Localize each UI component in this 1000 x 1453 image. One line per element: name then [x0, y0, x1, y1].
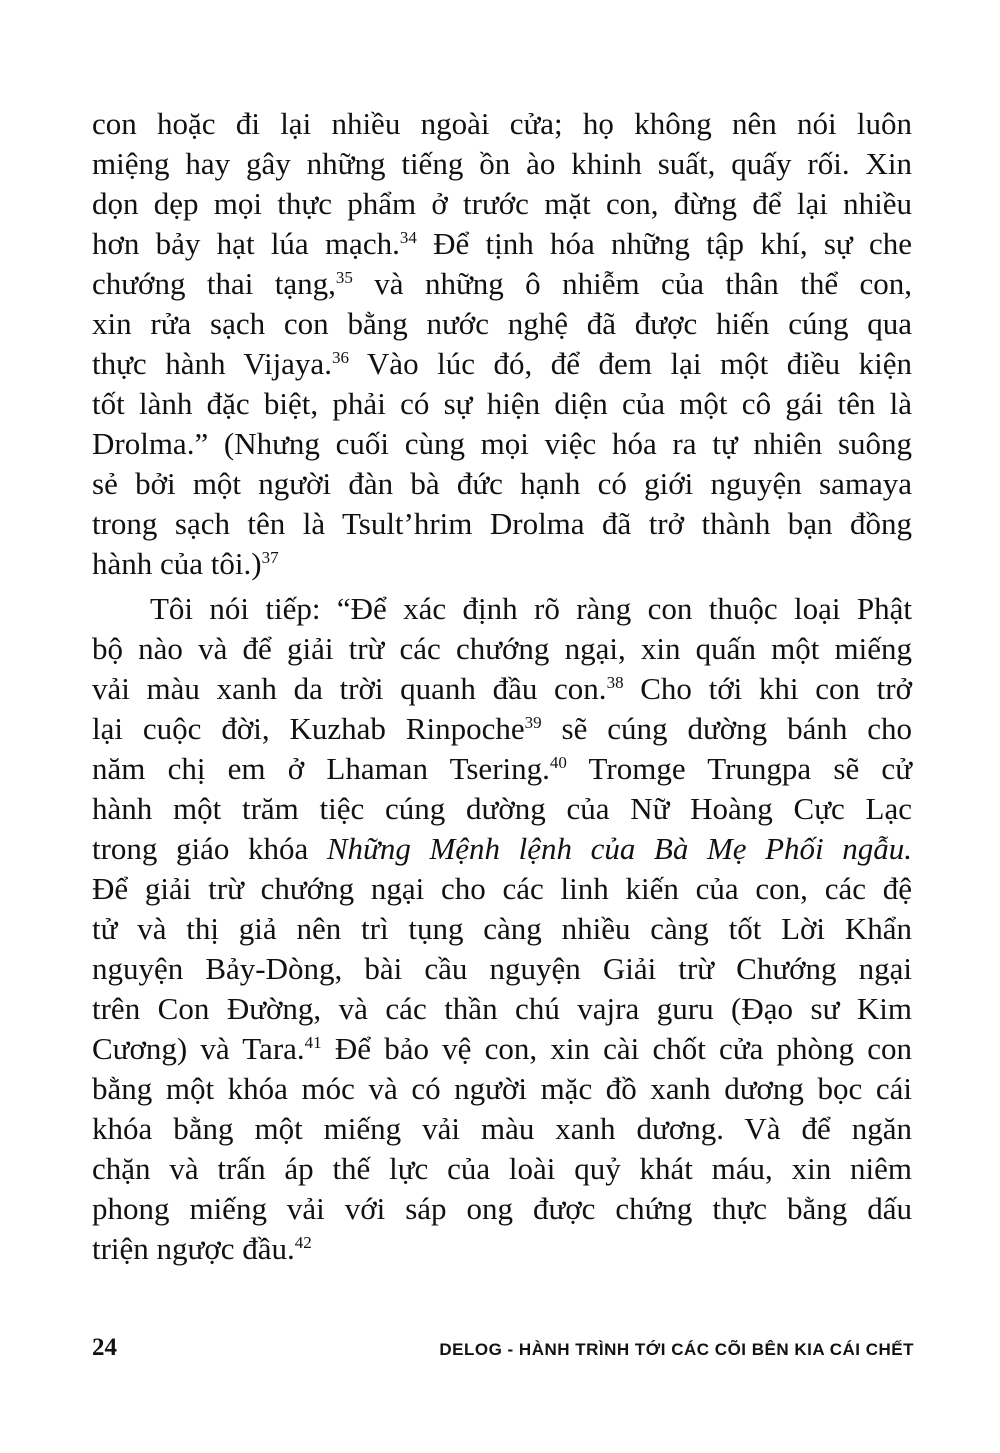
text-segment: Để bảo vệ con, xin cài chốt cửa phòng con — [321, 1031, 912, 1066]
text-segment: Cho tới khi con trở — [623, 671, 913, 706]
text-line: bộ nào và để giải trừ các chướng ngại, xin quấn một miếng — [92, 631, 912, 666]
text-line — [92, 1029, 912, 1069]
footnote-ref-35: 35 — [335, 268, 353, 287]
text-segment: chướng thai tạng, — [92, 266, 336, 301]
text-line: chặn và trấn áp thế lực của loài quỷ khát máu, xin niêm — [92, 1151, 912, 1186]
footnote-ref-37: 37 — [261, 548, 279, 567]
text-line — [92, 669, 912, 709]
text-line — [92, 1229, 912, 1269]
paragraph-2 — [92, 589, 912, 1269]
text-line: nguyện Bảy-Dòng, bài cầu nguyện Giải trừ Chướng ngại — [92, 951, 912, 986]
text-line: miệng hay gây những tiếng ồn ào khinh suất, quấy rối. Xin — [92, 146, 912, 181]
text-segment: vải màu xanh da trời quanh đầu con. — [92, 671, 607, 706]
text-line: tử và thị giả nên trì tụng càng nhiều càng tốt Lời Khẩn — [92, 911, 912, 946]
text-line — [92, 829, 912, 869]
text-segment: năm chị em ở Lhaman Tsering. — [92, 751, 550, 786]
paragraph-1 — [92, 104, 912, 584]
text-segment: hành của tôi.) — [92, 546, 262, 581]
text-line — [92, 224, 912, 264]
text-segment: Cương) và Tara. — [92, 1031, 305, 1066]
footnote-ref-40: 40 — [549, 753, 567, 772]
text-segment: trong giáo khóa — [92, 831, 327, 866]
text-line — [92, 264, 912, 304]
text-line: Tôi nói tiếp: “Để xác định rõ ràng con thuộc loại Phật — [150, 591, 912, 626]
running-title: DELOG - HÀNH TRÌNH TỚI CÁC CÕI BÊN KIA CÁI CHẾT — [439, 1340, 914, 1359]
footnote-ref-42: 42 — [294, 1233, 312, 1252]
footnote-ref-36: 36 — [331, 348, 349, 367]
text-line: xin rửa sạch con bằng nước nghệ đã được hiến cúng qua — [92, 306, 912, 341]
text-line: con hoặc đi lại nhiều ngoài cửa; họ không nên nói luôn — [92, 106, 912, 141]
text-line: dọn dẹp mọi thực phẩm ở trước mặt con, đừng để lại nhiều — [92, 186, 912, 221]
text-segment: hơn bảy hạt lúa mạch. — [92, 226, 400, 261]
footnote-ref-41: 41 — [304, 1033, 322, 1052]
text-line — [92, 544, 912, 584]
footnote-ref-39: 39 — [524, 713, 542, 732]
text-line: Để giải trừ chướng ngại cho các linh kiến của con, các đệ — [92, 871, 912, 906]
text-segment: Vào lúc đó, để đem lại một điều kiện — [348, 346, 912, 381]
book-title-italic: Những Mệnh lệnh của Bà Mẹ Phối ngẫu. — [326, 831, 912, 866]
text-line: hành một trăm tiệc cúng dường của Nữ Hoàng Cực Lạc — [92, 791, 912, 826]
text-line: Drolma.” (Nhưng cuối cùng mọi việc hóa ra tự nhiên suông — [92, 426, 912, 461]
footnote-ref-34: 34 — [399, 228, 417, 247]
text-segment: Để tịnh hóa những tập khí, sự che — [416, 226, 913, 261]
text-line: tốt lành đặc biệt, phải có sự hiện diện của một cô gái tên là — [92, 386, 912, 421]
text-line — [92, 749, 912, 789]
text-line: sẻ bởi một người đàn bà đức hạnh có giới nguyện samaya — [92, 466, 912, 501]
footnote-ref-38: 38 — [606, 673, 624, 692]
text-segment: thực hành Vijaya. — [92, 346, 332, 381]
text-segment: lại cuộc đời, Kuzhab Rinpoche — [92, 711, 525, 746]
text-line: trong sạch tên là Tsult’hrim Drolma đã trở thành bạn đồng — [92, 506, 912, 541]
text-line: bằng một khóa móc và có người mặc đồ xanh dương bọc cái — [92, 1071, 912, 1106]
page-number: 24 — [92, 1334, 117, 1361]
text-segment: triện ngược đầu. — [92, 1231, 295, 1266]
text-segment: và những ô nhiễm của thân thể con, — [352, 266, 912, 301]
text-line: phong miếng vải với sáp ong được chứng thực bằng dấu — [92, 1191, 912, 1226]
text-segment: Tromge Trungpa sẽ cử — [566, 751, 912, 786]
text-line — [92, 709, 912, 749]
text-line — [92, 344, 912, 384]
text-line: trên Con Đường, và các thần chú vajra guru (Đạo sư Kim — [92, 991, 912, 1026]
text-body — [92, 104, 912, 1269]
text-line: khóa bằng một miếng vải màu xanh dương. Và để ngăn — [92, 1111, 912, 1146]
text-segment: sẽ cúng dường bánh cho — [541, 711, 913, 746]
